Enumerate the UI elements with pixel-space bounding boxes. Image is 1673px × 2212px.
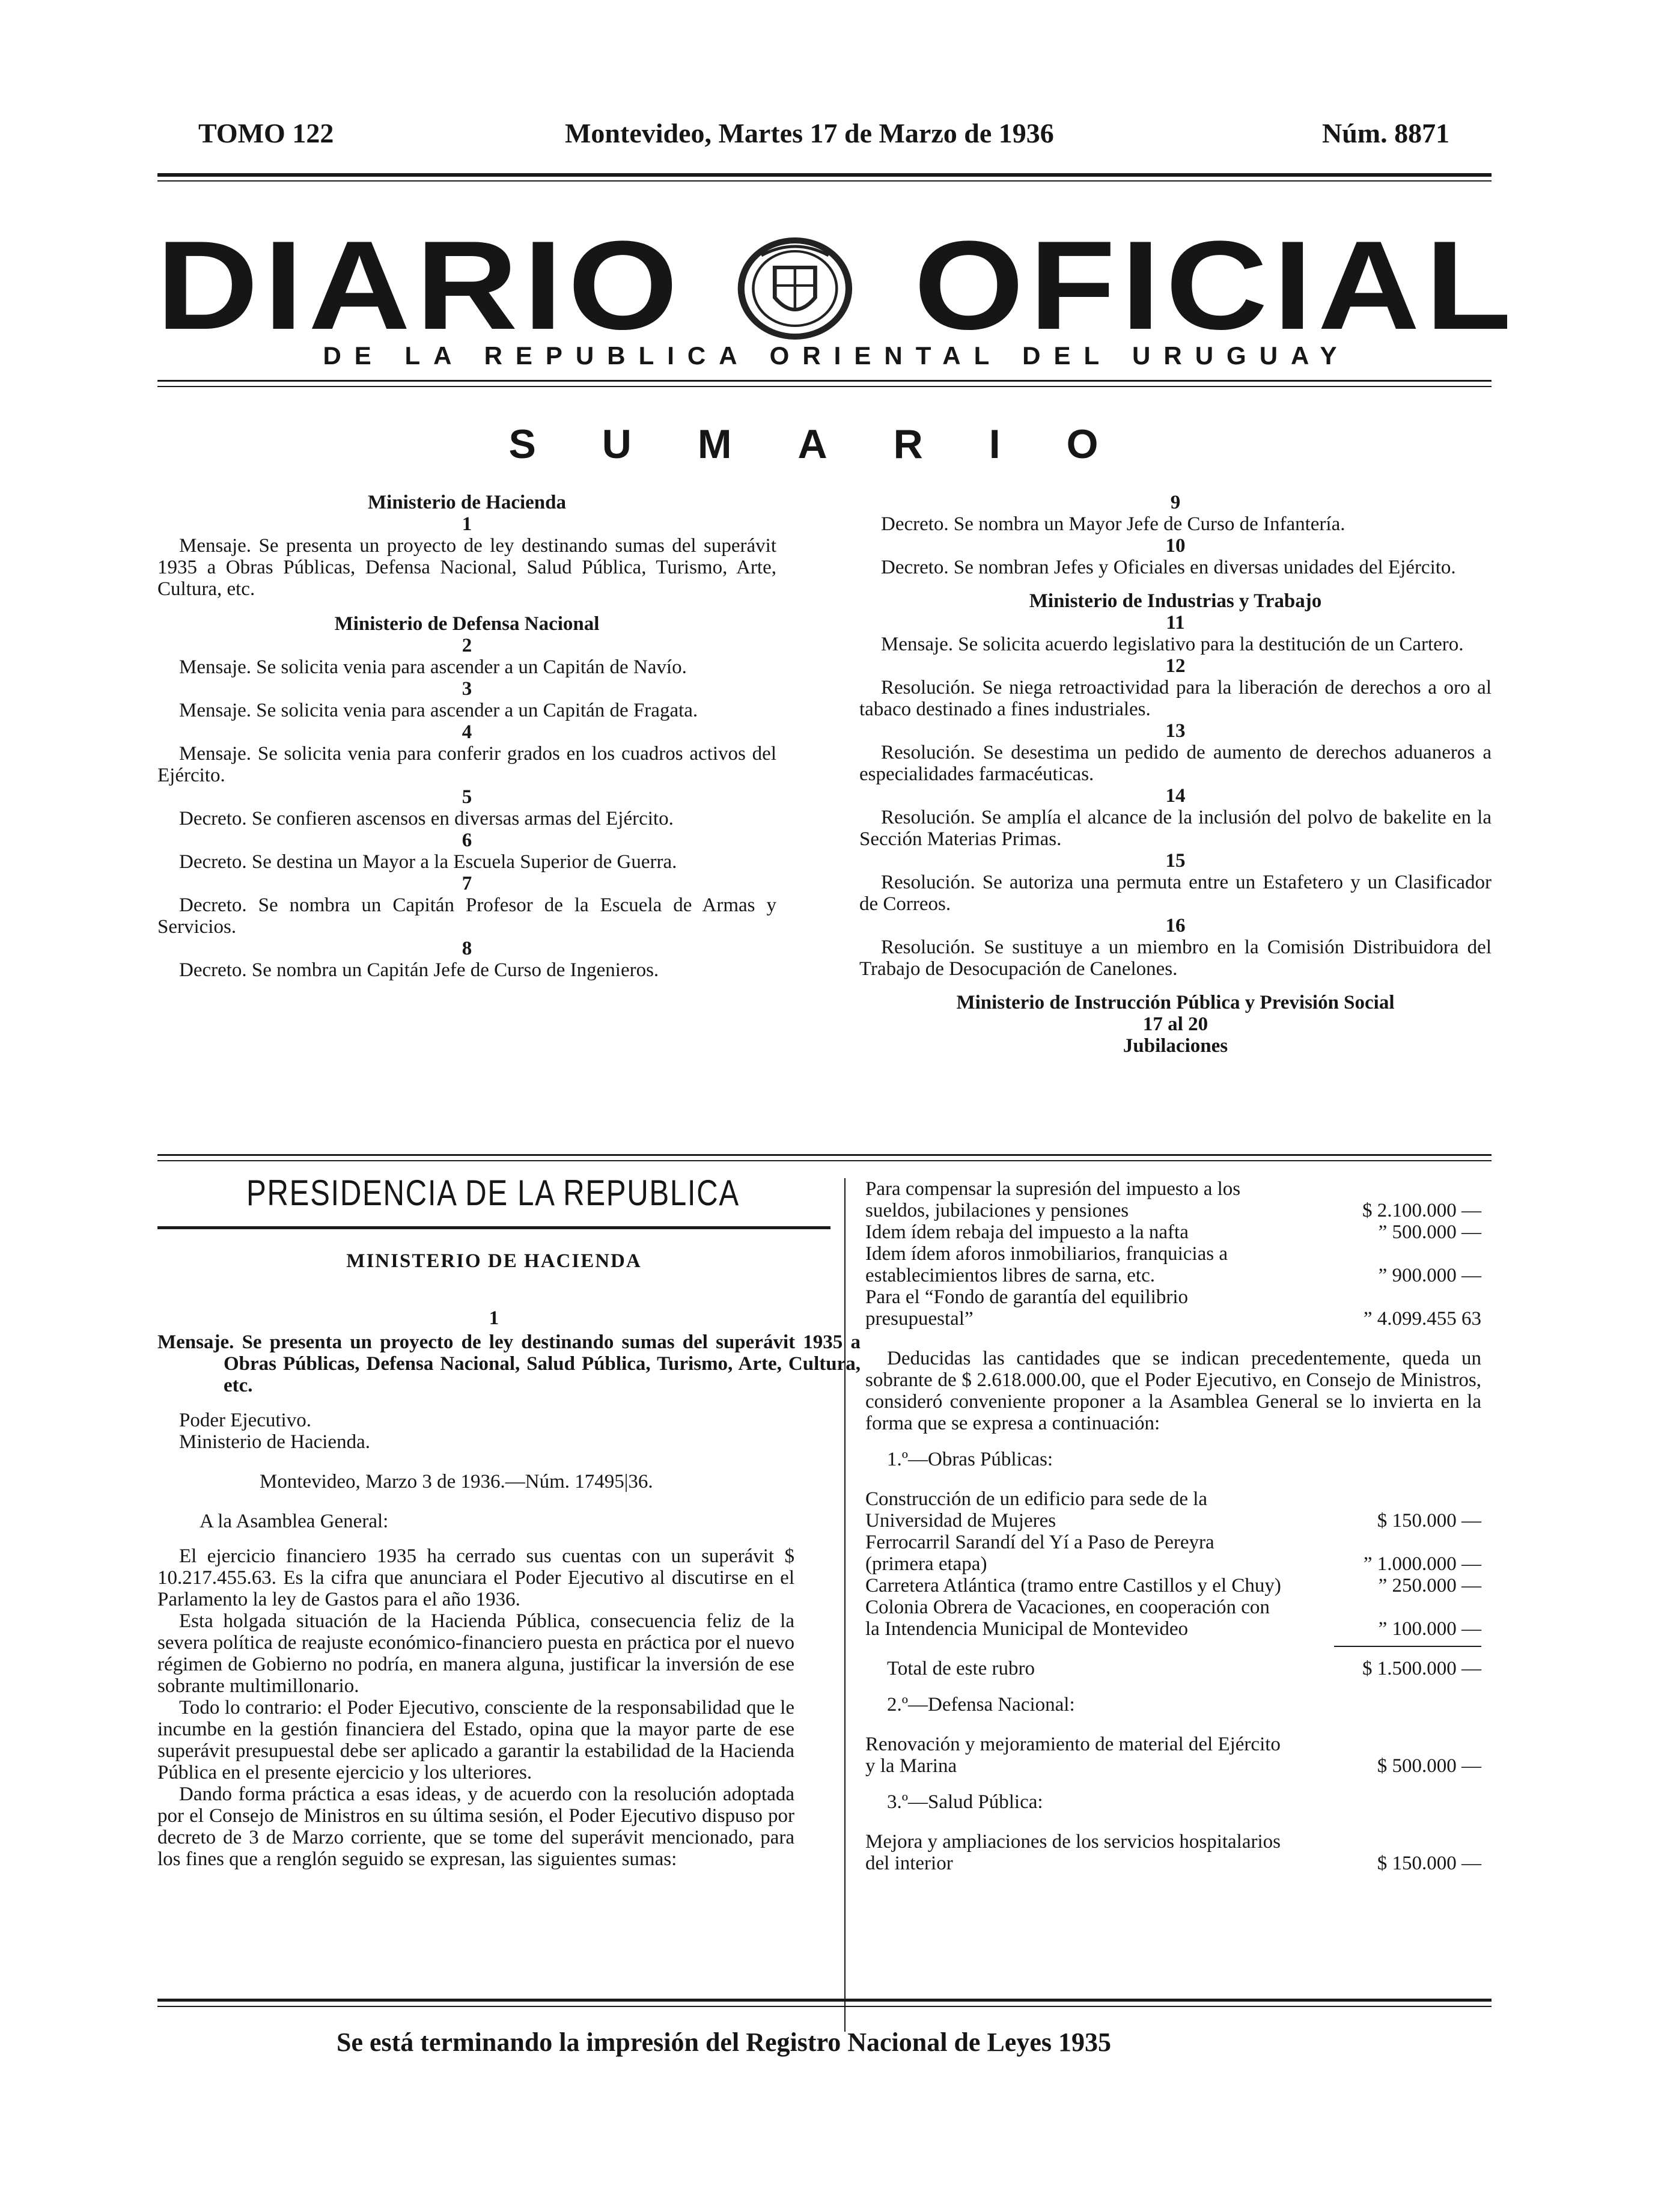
amount-row	[865, 1831, 1481, 1874]
amount-value: $ 150.000 —	[1377, 1853, 1481, 1874]
summary-item: Mensaje. Se presenta un proyecto de ley destinando sumas del superávit 1935 a Obras Públicas, Defensa Nacional, Salud Pública, Turismo, Arte, Cultura, etc.	[157, 535, 776, 600]
summary-item: Resolución. Se amplía el alcance de la inclusión del polvo de bakelite en la Sección Materias Primas.	[859, 807, 1492, 850]
amount-label: Mejora y ampliaciones de los servicios hospitalarios del interior	[865, 1831, 1281, 1874]
message-body	[157, 1410, 794, 1870]
amount-value: ” 250.000 —	[1378, 1575, 1481, 1596]
summary-item: Resolución. Se sustituye a un miembro en la Comisión Distribuidora del Trabajo de Desocupación de Canelones.	[859, 936, 1492, 980]
amount-row	[865, 1734, 1481, 1777]
amount-row	[865, 1488, 1481, 1532]
total-rule	[1334, 1646, 1481, 1647]
amount-label: Construcción de un edificio para sede de la Universidad de Mujeres	[865, 1488, 1208, 1532]
tomo-label: TOMO 122	[198, 118, 334, 148]
item-number: 2	[462, 635, 472, 656]
paragraph: Dando forma práctica a esas ideas, y de acuerdo con la resolución adoptada por el Consejo de Ministros en su última sesión, el Poder Ejecutivo dispuso por decreto de 3 de Marzo corriente, que se tome del superávit mencionado, para los fines que a renglón seguido se expresan, las siguientes sumas:	[157, 1783, 794, 1870]
amounts-column	[865, 1178, 1481, 1874]
summary-item: Mensaje. Se solicita venia para ascender a un Capitán de Navío.	[179, 656, 687, 678]
masthead-subtitle: DE LA REPUBLICA ORIENTAL DEL URUGUAY	[323, 341, 1350, 370]
summary-item: Resolución. Se desestima un pedido de aumento de derechos aduaneros a especialidades farmacéuticas.	[859, 742, 1492, 785]
item-number: 10	[1165, 535, 1186, 557]
amount-label: Carretera Atlántica (tramo entre Castillos y el Chuy)	[865, 1575, 1281, 1596]
masthead-title-right: OFICIAL	[913, 215, 1517, 356]
total-row	[865, 1658, 1481, 1679]
item-number: 5	[462, 786, 472, 808]
paragraph: Todo lo contrario: el Poder Ejecutivo, consciente de la responsabilidad que le incumbe en la gestión financiera del Estado, opina que la mayor parte de ese superávit presupuestal debe ser aplicado a garantir la estabilidad de la Hacienda Pública en el presente ejercicio y los ulteriores.	[157, 1697, 794, 1783]
footer-rule	[157, 1999, 1492, 2002]
amount-label: Idem ídem rebaja del impuesto a la nafta	[865, 1221, 1189, 1243]
amount-row	[865, 1596, 1481, 1640]
amount-label: Renovación y mejoramiento de material del Ejército y la Marina	[865, 1734, 1281, 1777]
item-number: 8	[462, 938, 472, 959]
amount-row	[865, 1221, 1481, 1243]
item-number: 17 al 20	[1142, 1013, 1208, 1035]
summary-item: Mensaje. Se solicita acuerdo legislativo para la destitución de un Cartero.	[881, 634, 1464, 655]
item-number: 6	[462, 830, 472, 851]
presidencia-rule	[157, 1226, 830, 1229]
column-divider	[844, 1178, 846, 2032]
obras-heading: 1.º—Obras Públicas:	[887, 1449, 1053, 1470]
amount-value: ” 500.000 —	[1378, 1221, 1481, 1243]
amount-row	[865, 1286, 1481, 1330]
amount-row	[865, 1575, 1481, 1596]
section-rule	[157, 1154, 1492, 1156]
amount-row	[865, 1532, 1481, 1575]
amount-value: $ 150.000 —	[1377, 1510, 1481, 1532]
item-number: 13	[1165, 720, 1186, 742]
masthead-rule	[157, 380, 1492, 382]
summary-item: Decreto. Se nombra un Capitán Profesor de la Escuela de Armas y Servicios.	[157, 894, 776, 938]
summary-item: Jubilaciones	[1123, 1035, 1228, 1057]
amount-value: $ 2.100.000 —	[1362, 1200, 1481, 1221]
section-heading: Ministerio de Instrucción Pública y Previsión Social	[956, 992, 1395, 1013]
salud-heading: 3.º—Salud Pública:	[887, 1791, 1043, 1813]
sumario-left-column	[157, 492, 776, 981]
section-heading: Ministerio de Hacienda	[368, 492, 566, 513]
item-number: 7	[462, 873, 472, 894]
message-summary: Mensaje. Se presenta un proyecto de ley destinando sumas del superávit 1935 a Obras Públicas, Defensa Nacional, Salud Pública, Turismo, Arte, Cultura, etc.	[157, 1331, 861, 1396]
presidencia-heading: PRESIDENCIA DE LA REPUBLICA	[246, 1173, 740, 1213]
summary-item: Decreto. Se confieren ascensos en diversas armas del Ejército.	[179, 808, 674, 830]
item-number: 1	[462, 513, 472, 535]
paragraph: Esta holgada situación de la Hacienda Pública, consecuencia feliz de la severa política de reajuste económico-financiero puesta en práctica por el nuevo régimen de Gobierno no podría, en manera alguna, justificar la inversión de ese sobrante multimillonario.	[157, 1610, 794, 1697]
item-number: 9	[1170, 492, 1181, 513]
summary-item: Resolución. Se autoriza una permuta entre un Estafetero y un Clasificador de Correos.	[859, 872, 1492, 915]
ministerio-line: Ministerio de Hacienda.	[179, 1431, 370, 1453]
message-date: Montevideo, Marzo 3 de 1936.—Núm. 17495|36.	[260, 1471, 653, 1492]
item-number: 15	[1165, 850, 1186, 872]
coat-of-arms-icon	[728, 225, 869, 346]
summary-item: Decreto. Se nombra un Mayor Jefe de Curso de Infantería.	[881, 513, 1345, 535]
item-number: 11	[1166, 612, 1185, 634]
defensa-heading: 2.º—Defensa Nacional:	[887, 1694, 1075, 1716]
footer-rule-thin	[157, 2006, 1492, 2007]
masthead-rule-thin	[157, 386, 1492, 387]
amount-label: Idem ídem aforos inmobiliarios, franquicias a establecimientos libres de sarna, etc.	[865, 1243, 1228, 1286]
item-number: 4	[462, 721, 472, 743]
sumario-heading: SUMARIO	[508, 421, 1165, 467]
item-number: 3	[462, 678, 472, 700]
date-line: Montevideo, Martes 17 de Marzo de 1936	[565, 118, 1054, 148]
header-rule	[157, 173, 1492, 177]
amount-value: ” 4.099.455 63	[1363, 1308, 1481, 1330]
amount-label: Colonia Obrera de Vacaciones, en cooperación con la Intendencia Municipal de Montevideo	[865, 1596, 1270, 1640]
item-number: 16	[1165, 915, 1186, 936]
summary-item: Resolución. Se niega retroactividad para la liberación de derechos a oro al tabaco destinado a fines industriales.	[859, 677, 1492, 720]
amount-value: $ 500.000 —	[1377, 1755, 1481, 1777]
issue-number: Núm. 8871	[1322, 118, 1450, 148]
summary-item: Decreto. Se nombra un Capitán Jefe de Curso de Ingenieros.	[179, 959, 659, 981]
amount-label: Para compensar la supresión del impuesto a los sueldos, jubilaciones y pensiones	[865, 1178, 1241, 1221]
item-number: 14	[1165, 785, 1186, 807]
summary-item: Decreto. Se nombran Jefes y Oficiales en diversas unidades del Ejército.	[881, 557, 1456, 578]
amount-row	[865, 1243, 1481, 1286]
total-value: $ 1.500.000 —	[1362, 1658, 1481, 1679]
sumario-right-column	[859, 492, 1492, 1057]
paragraph: El ejercicio financiero 1935 ha cerrado sus cuentas con un superávit $ 10.217.455.63. Es la cifra que anunciara el Poder Ejecutivo al discutirse en el Parlamento la ley de Gastos para el año 1936.	[157, 1545, 794, 1610]
total-label: Total de este rubro	[887, 1658, 1035, 1679]
item-number: 12	[1165, 655, 1186, 677]
salutation: A la Asamblea General:	[200, 1511, 389, 1532]
item-number: 1	[489, 1307, 499, 1329]
ministerio-heading: MINISTERIO DE HACIENDA	[346, 1250, 642, 1272]
poder-ejecutivo: Poder Ejecutivo.	[179, 1410, 311, 1431]
summary-item: Decreto. Se destina un Mayor a la Escuela Superior de Guerra.	[179, 851, 677, 873]
section-rule-thin	[157, 1160, 1492, 1161]
amount-value: ” 1.000.000 —	[1363, 1553, 1481, 1575]
amount-value: ” 900.000 —	[1378, 1265, 1481, 1286]
summary-item: Mensaje. Se solicita venia para ascender a un Capitán de Fragata.	[179, 700, 698, 721]
section-heading: Ministerio de Industrias y Trabajo	[1029, 590, 1322, 612]
paragraph: Deducidas las cantidades que se indican precedentemente, queda un sobrante de $ 2.618.000.00, que el Poder Ejecutivo, en Consejo de Ministros, consideró conveniente proponer a la Asamblea General se lo invierta en la forma que se expresa a continuación:	[865, 1348, 1481, 1434]
section-heading: Ministerio de Defensa Nacional	[334, 613, 600, 635]
amount-label: Ferrocarril Sarandí del Yí a Paso de Pereyra (primera etapa)	[865, 1532, 1214, 1575]
amount-row	[865, 1178, 1481, 1221]
amount-value: ” 100.000 —	[1378, 1618, 1481, 1640]
footer-note: Se está terminando la impresión del Registro Nacional de Leyes 1935	[337, 2027, 1111, 2057]
summary-item: Mensaje. Se solicita venia para conferir grados en los cuadros activos del Ejército.	[157, 743, 776, 786]
amount-label: Para el “Fondo de garantía del equilibrio presupuestal”	[865, 1286, 1188, 1330]
masthead-title-left: DIARIO	[156, 215, 683, 356]
header-rule-thin	[157, 180, 1492, 182]
